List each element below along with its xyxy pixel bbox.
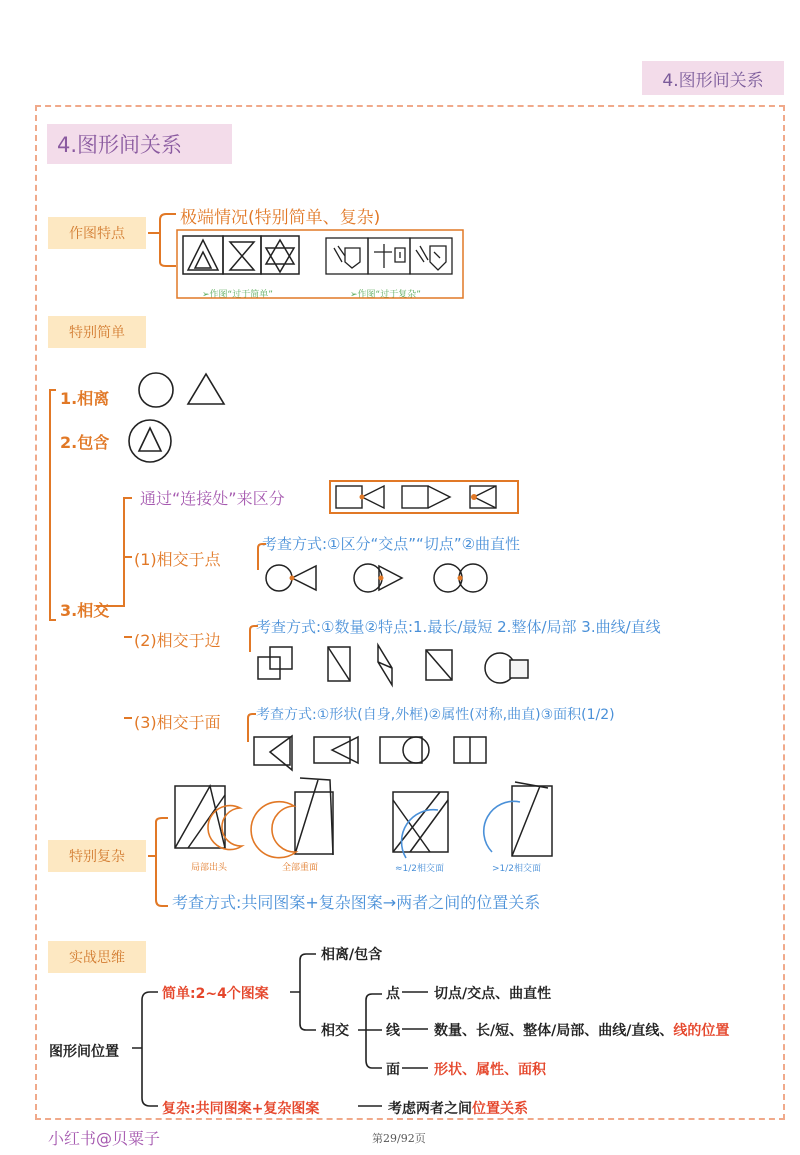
practice-simple: 简单:2~4个图案 (162, 986, 269, 1002)
practice-line-desc-red: 线的位置 (673, 1023, 730, 1039)
map-dash-lines (358, 992, 428, 1106)
tag-draw-features: 作图特点 (48, 217, 146, 249)
point-dot-1 (290, 576, 295, 581)
triangle-contain-icon (139, 428, 161, 451)
point-figures-icon (266, 564, 487, 592)
caption-full-overlap: 全部重面 (282, 863, 319, 873)
edge-figures-icon (258, 645, 528, 685)
page-title: 4.图形间关系 (47, 124, 232, 164)
practice-root: 图形间位置 (49, 1044, 119, 1060)
practice-face-desc: 形状、属性、面积 (434, 1062, 546, 1078)
connect-dot-1 (360, 495, 365, 500)
triangle-icon (188, 374, 224, 404)
item-contain: 2.包含 (60, 433, 110, 452)
moon-shape-2 (251, 802, 296, 858)
practice-face-label: 面 (386, 1062, 400, 1078)
connect-dot-2 (471, 494, 477, 500)
practice-complex-desc-red: 位置关系 (472, 1101, 528, 1117)
complex-figures-icon (326, 238, 452, 274)
face-label: (3)相交于面 (134, 713, 221, 732)
edge-method: 考查方式:①数量②特点:1.最长/最短 2.整体/局部 3.曲线/直线 (256, 618, 661, 636)
tag-practice: 实战思维 (48, 941, 146, 973)
connect-desc: 通过“连接处”来区分 (140, 489, 285, 508)
caption-partial: 局部出头 (191, 863, 228, 873)
item-separate: 1.相离 (60, 389, 110, 408)
caption-over-half: >1/2相交面 (492, 864, 542, 874)
bracket-draw-features (148, 214, 176, 266)
practice-complex: 复杂:共同图案+复杂图案 (162, 1101, 320, 1117)
practice-complex-desc: 考虑两者之间位置关系 (388, 1101, 528, 1117)
figure-strip-box (177, 230, 463, 298)
item-intersect: 3.相交 (60, 601, 110, 620)
map-intersect-bracket (358, 994, 382, 1068)
point-dot-2 (379, 576, 384, 581)
bracket-edge (250, 626, 258, 652)
face-method: 考查方式:①形状(自身,外框)②属性(对称,曲直)③面积(1/2) (256, 707, 615, 723)
practice-separate: 相离/包含 (321, 947, 383, 963)
bracket-point (258, 544, 266, 570)
edge-label: (2)相交于边 (134, 631, 221, 650)
complex-method: 考查方式:共同图案+复杂图案→两者之间的位置关系 (172, 893, 541, 912)
face-figures-icon (254, 736, 486, 770)
label-too-simple: ➢作图“过于简单” (202, 290, 273, 300)
footer-page-number: 第29/92页 (372, 1132, 426, 1145)
caption-half: ≈1/2相交面 (395, 864, 445, 874)
tag-special-simple: 特别简单 (48, 316, 146, 348)
circle-icon (139, 373, 173, 407)
header-tag: 4.图形间关系 (642, 61, 784, 95)
draw-features-desc: 极端情况(特别简单、复杂) (180, 208, 381, 228)
simple-figures-icon (183, 236, 299, 274)
footer-brand: 小红书@贝粟子 (48, 1129, 161, 1148)
bracket-complex (148, 818, 168, 906)
bracket-simple (50, 390, 56, 620)
label-too-complex: ➢作图“过于复杂” (350, 290, 421, 300)
bracket-face (248, 714, 256, 742)
tag-special-complex: 特别复杂 (48, 840, 146, 872)
practice-intersect: 相交 (321, 1023, 349, 1039)
map-simple-bracket (290, 954, 316, 1030)
practice-line-desc: 数量、长/短、整体/局部、曲线/直线、线的位置 (434, 1023, 730, 1039)
map-root-bracket (132, 992, 158, 1106)
tree-intersect (96, 498, 132, 718)
practice-point-label: 点 (386, 986, 400, 1002)
point-label: (1)相交于点 (134, 550, 221, 569)
practice-point-desc: 切点/交点、曲直性 (434, 986, 552, 1002)
point-method: 考查方式:①区分“交点”“切点”②曲直性 (262, 535, 521, 553)
practice-line-label: 线 (386, 1023, 400, 1039)
point-dot-3 (458, 576, 463, 581)
arc-over-half-blue (484, 801, 520, 852)
